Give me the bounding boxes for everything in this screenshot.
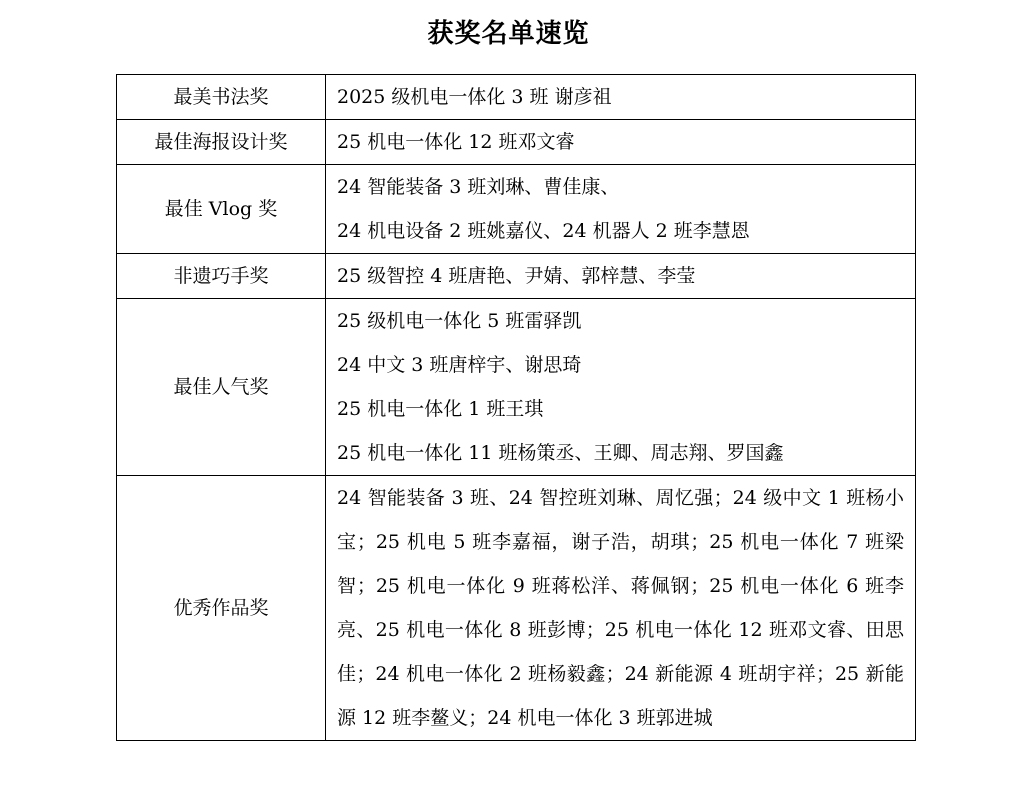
winners-cell [326, 476, 916, 741]
winner-line: 2025 级机电一体化 3 班 谢彦祖 [337, 86, 612, 108]
table-row [117, 165, 916, 254]
winner-line: 24 智能装备 3 班刘琳、曹佳康、 [337, 176, 620, 198]
winners-cell [326, 165, 916, 254]
award-name-cell: 最美书法奖 [117, 75, 326, 120]
table-row [117, 75, 916, 120]
award-name-cell: 最佳人气奖 [117, 299, 326, 476]
award-name-cell: 最佳 Vlog 奖 [117, 165, 326, 254]
table-row [117, 120, 916, 165]
awards-table [116, 74, 916, 741]
page-title: 获奖名单速览 [427, 19, 590, 49]
winners-cell [326, 299, 916, 476]
winners-cell [326, 120, 916, 165]
award-name-cell: 非遗巧手奖 [117, 254, 326, 299]
award-name-cell: 优秀作品奖 [117, 476, 326, 741]
winner-line: 25 机电一体化 12 班邓文睿 [337, 131, 575, 153]
winner-line: 25 级机电一体化 5 班雷驿凯 [337, 310, 582, 332]
winner-paragraph: 24 智能装备 3 班、24 智控班刘琳、周忆强；24 级中文 1 班杨小宝；25 机电 5 班李嘉福，谢子浩，胡琪；25 机电一体化 7 班梁智；25 机电一体化 9 班蒋松洋、蒋佩钢；25 机电一体化 6 班李亮、25 机电一体化 8 班彭博；25 机电一体化 12 班邓文睿、田思佳；24 机电一体化 2 班杨毅鑫；24 新能源 4 班胡宇祥；25 新能源 12 班李鳌义；24 机电一体化 3 班郭进城 [337, 487, 904, 729]
winners-cell [326, 254, 916, 299]
table-row [117, 299, 916, 476]
winner-line: 24 中文 3 班唐梓宇、谢思琦 [337, 354, 582, 376]
winner-line: 25 机电一体化 11 班杨策丞、王卿、周志翔、罗国鑫 [337, 442, 784, 464]
award-name-cell: 最佳海报设计奖 [117, 120, 326, 165]
table-row [117, 254, 916, 299]
winner-line: 25 级智控 4 班唐艳、尹婧、郭梓慧、李莹 [337, 265, 696, 287]
winner-line: 24 机电设备 2 班姚嘉仪、24 机器人 2 班李慧恩 [337, 220, 750, 242]
winners-cell [326, 75, 916, 120]
table-row [117, 476, 916, 741]
winner-line: 25 机电一体化 1 班王琪 [337, 398, 544, 420]
